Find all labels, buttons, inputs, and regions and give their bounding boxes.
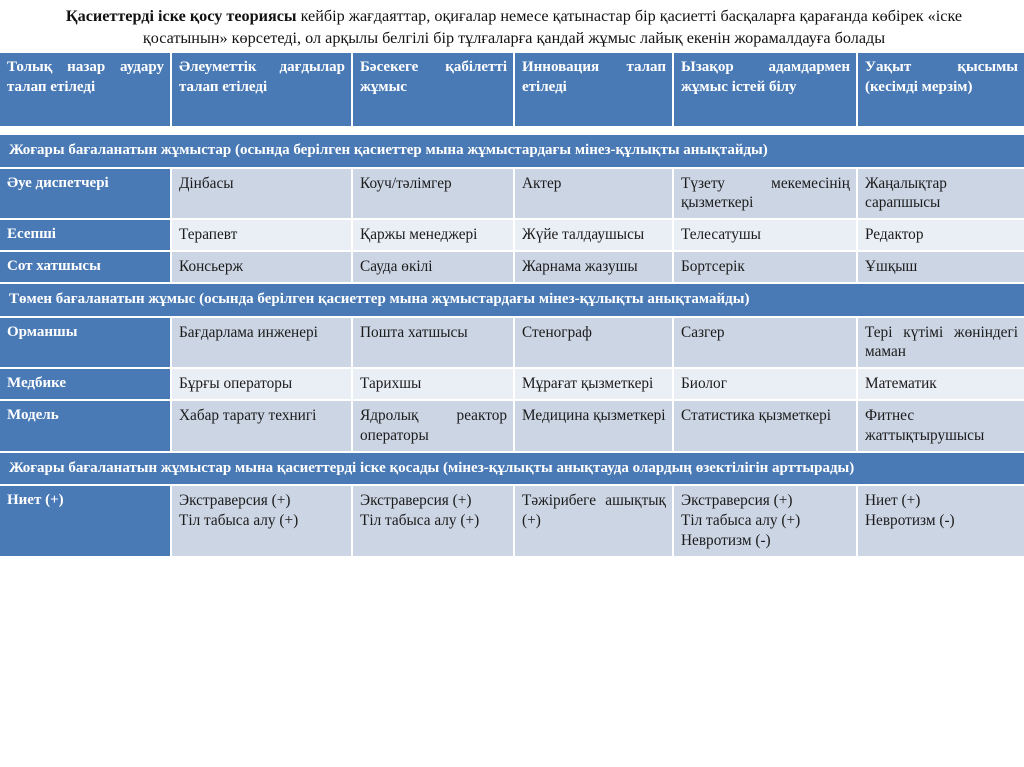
column-header-3: Инновация талап етіледі bbox=[514, 53, 673, 127]
table-cell: Коуч/тәлімгер bbox=[352, 168, 514, 220]
table-cell: Қаржы менеджері bbox=[352, 219, 514, 251]
trait-activation-table bbox=[0, 53, 1024, 558]
table-cell bbox=[673, 485, 857, 557]
table-cell bbox=[514, 485, 673, 557]
table-row bbox=[0, 368, 1024, 400]
table-row bbox=[0, 400, 1024, 452]
trait-line: Экстраверсия (+) bbox=[360, 492, 472, 510]
table-cell: Стенограф bbox=[514, 317, 673, 369]
page-title bbox=[0, 0, 1024, 53]
trait-line: Невротизм (-) bbox=[681, 532, 771, 550]
table-cell: Хабар тарату технигі bbox=[171, 400, 352, 452]
trait-line: Тәжірибеге ашықтық (+) bbox=[522, 492, 666, 530]
table-cell: Тарихшы bbox=[352, 368, 514, 400]
table-cell: Пошта хатшысы bbox=[352, 317, 514, 369]
section-banner-1: Төмен бағаланатын жұмыс (осында берілген қасиеттер мына жұмыстардағы мінез-құлықты анықтамайды) bbox=[0, 283, 1024, 317]
table-cell: Медицина қызметкері bbox=[514, 400, 673, 452]
page-title-rest: кейбір жағдаяттар, оқиғалар немесе қатынастар бір қасиетті басқаларға қарағанда көбірек «іске қосатынын» көрсетеді, ол арқылы белгілі бір тұлғаларға қандай жұмыс лайық екенін жорамалдауға болады bbox=[142, 7, 963, 47]
trait-list bbox=[865, 491, 1018, 531]
table-cell bbox=[171, 485, 352, 557]
table-cell: Биолог bbox=[673, 368, 857, 400]
row-label: Медбике bbox=[0, 368, 171, 400]
table-cell: Статистика қызметкері bbox=[673, 400, 857, 452]
table-cell: Ұшқыш bbox=[857, 251, 1024, 283]
table-row bbox=[0, 251, 1024, 283]
table-cell: Сазгер bbox=[673, 317, 857, 369]
table-cell: Дінбасы bbox=[171, 168, 352, 220]
column-header-4: Ызақор адамдармен жұмыс істей білу bbox=[673, 53, 857, 127]
table-cell: Мұрағат қызметкері bbox=[514, 368, 673, 400]
header-spacer-cell bbox=[0, 127, 1024, 135]
trait-list bbox=[681, 491, 850, 551]
table-cell: Терапевт bbox=[171, 219, 352, 251]
trait-list bbox=[522, 491, 666, 531]
table-row bbox=[0, 219, 1024, 251]
table-cell: Ядролық реактор операторы bbox=[352, 400, 514, 452]
table-cell: Консьерж bbox=[171, 251, 352, 283]
table-cell bbox=[857, 485, 1024, 557]
trait-line: Тіл табыса алу (+) bbox=[360, 512, 480, 530]
trait-line: Тіл табыса алу (+) bbox=[179, 512, 299, 530]
column-header-1: Әлеуметтік дағдылар талап етіледі bbox=[171, 53, 352, 127]
section-banner-row bbox=[0, 135, 1024, 168]
section-banner-0: Жоғары бағаланатын жұмыстар (осында берілген қасиеттер мына жұмыстардағы мінез-құлықты анықтайды) bbox=[0, 135, 1024, 168]
column-header-0: Толық назар аудару талап етіледі bbox=[0, 53, 171, 127]
row-label: Есепші bbox=[0, 219, 171, 251]
row-label: Ниет (+) bbox=[0, 485, 171, 557]
section-banner-row bbox=[0, 452, 1024, 486]
table-cell: Бұрғы операторы bbox=[171, 368, 352, 400]
trait-list bbox=[179, 491, 345, 531]
table-cell: Актер bbox=[514, 168, 673, 220]
table-cell: Түзету мекемесінің қызметкері bbox=[673, 168, 857, 220]
row-label: Сот хатшысы bbox=[0, 251, 171, 283]
table-cell: Бағдарлама инженері bbox=[171, 317, 352, 369]
trait-line: Невротизм (-) bbox=[865, 512, 955, 530]
section-banner-2: Жоғары бағаланатын жұмыстар мына қасиеттерді іске қосады (мінез-құлықты анықтауда олардың өзектілігін арттырады) bbox=[0, 452, 1024, 486]
table-cell bbox=[352, 485, 514, 557]
table-cell: Жүйе талдаушысы bbox=[514, 219, 673, 251]
table-cell: Жаңалықтар сарапшысы bbox=[857, 168, 1024, 220]
table-cell: Фитнес жаттықтырушысы bbox=[857, 400, 1024, 452]
table-cell: Бортсерік bbox=[673, 251, 857, 283]
page-title-lead: Қасиеттерді іске қосу теориясы bbox=[65, 7, 297, 25]
table-cell: Телесатушы bbox=[673, 219, 857, 251]
row-label: Орманшы bbox=[0, 317, 171, 369]
trait-line: Тіл табыса алу (+) bbox=[681, 512, 801, 530]
header-spacer-row bbox=[0, 127, 1024, 135]
trait-line: Экстраверсия (+) bbox=[179, 492, 291, 510]
table-row bbox=[0, 485, 1024, 557]
table-header-row bbox=[0, 53, 1024, 127]
trait-list bbox=[360, 491, 507, 531]
column-header-2: Бәсекеге қабілетті жұмыс bbox=[352, 53, 514, 127]
table-cell: Редактор bbox=[857, 219, 1024, 251]
table-cell: Сауда өкілі bbox=[352, 251, 514, 283]
table-row bbox=[0, 317, 1024, 369]
row-label: Әуе диспетчері bbox=[0, 168, 171, 220]
section-banner-row bbox=[0, 283, 1024, 317]
table-cell: Математик bbox=[857, 368, 1024, 400]
table-row bbox=[0, 168, 1024, 220]
table-cell: Жарнама жазушы bbox=[514, 251, 673, 283]
table-cell: Тері күтімі жөніндегі маман bbox=[857, 317, 1024, 369]
column-header-5: Уақыт қысымы (кесімді мерзім) bbox=[857, 53, 1024, 127]
trait-line: Ниет (+) bbox=[865, 492, 921, 510]
row-label: Модель bbox=[0, 400, 171, 452]
trait-line: Экстраверсия (+) bbox=[681, 492, 793, 510]
